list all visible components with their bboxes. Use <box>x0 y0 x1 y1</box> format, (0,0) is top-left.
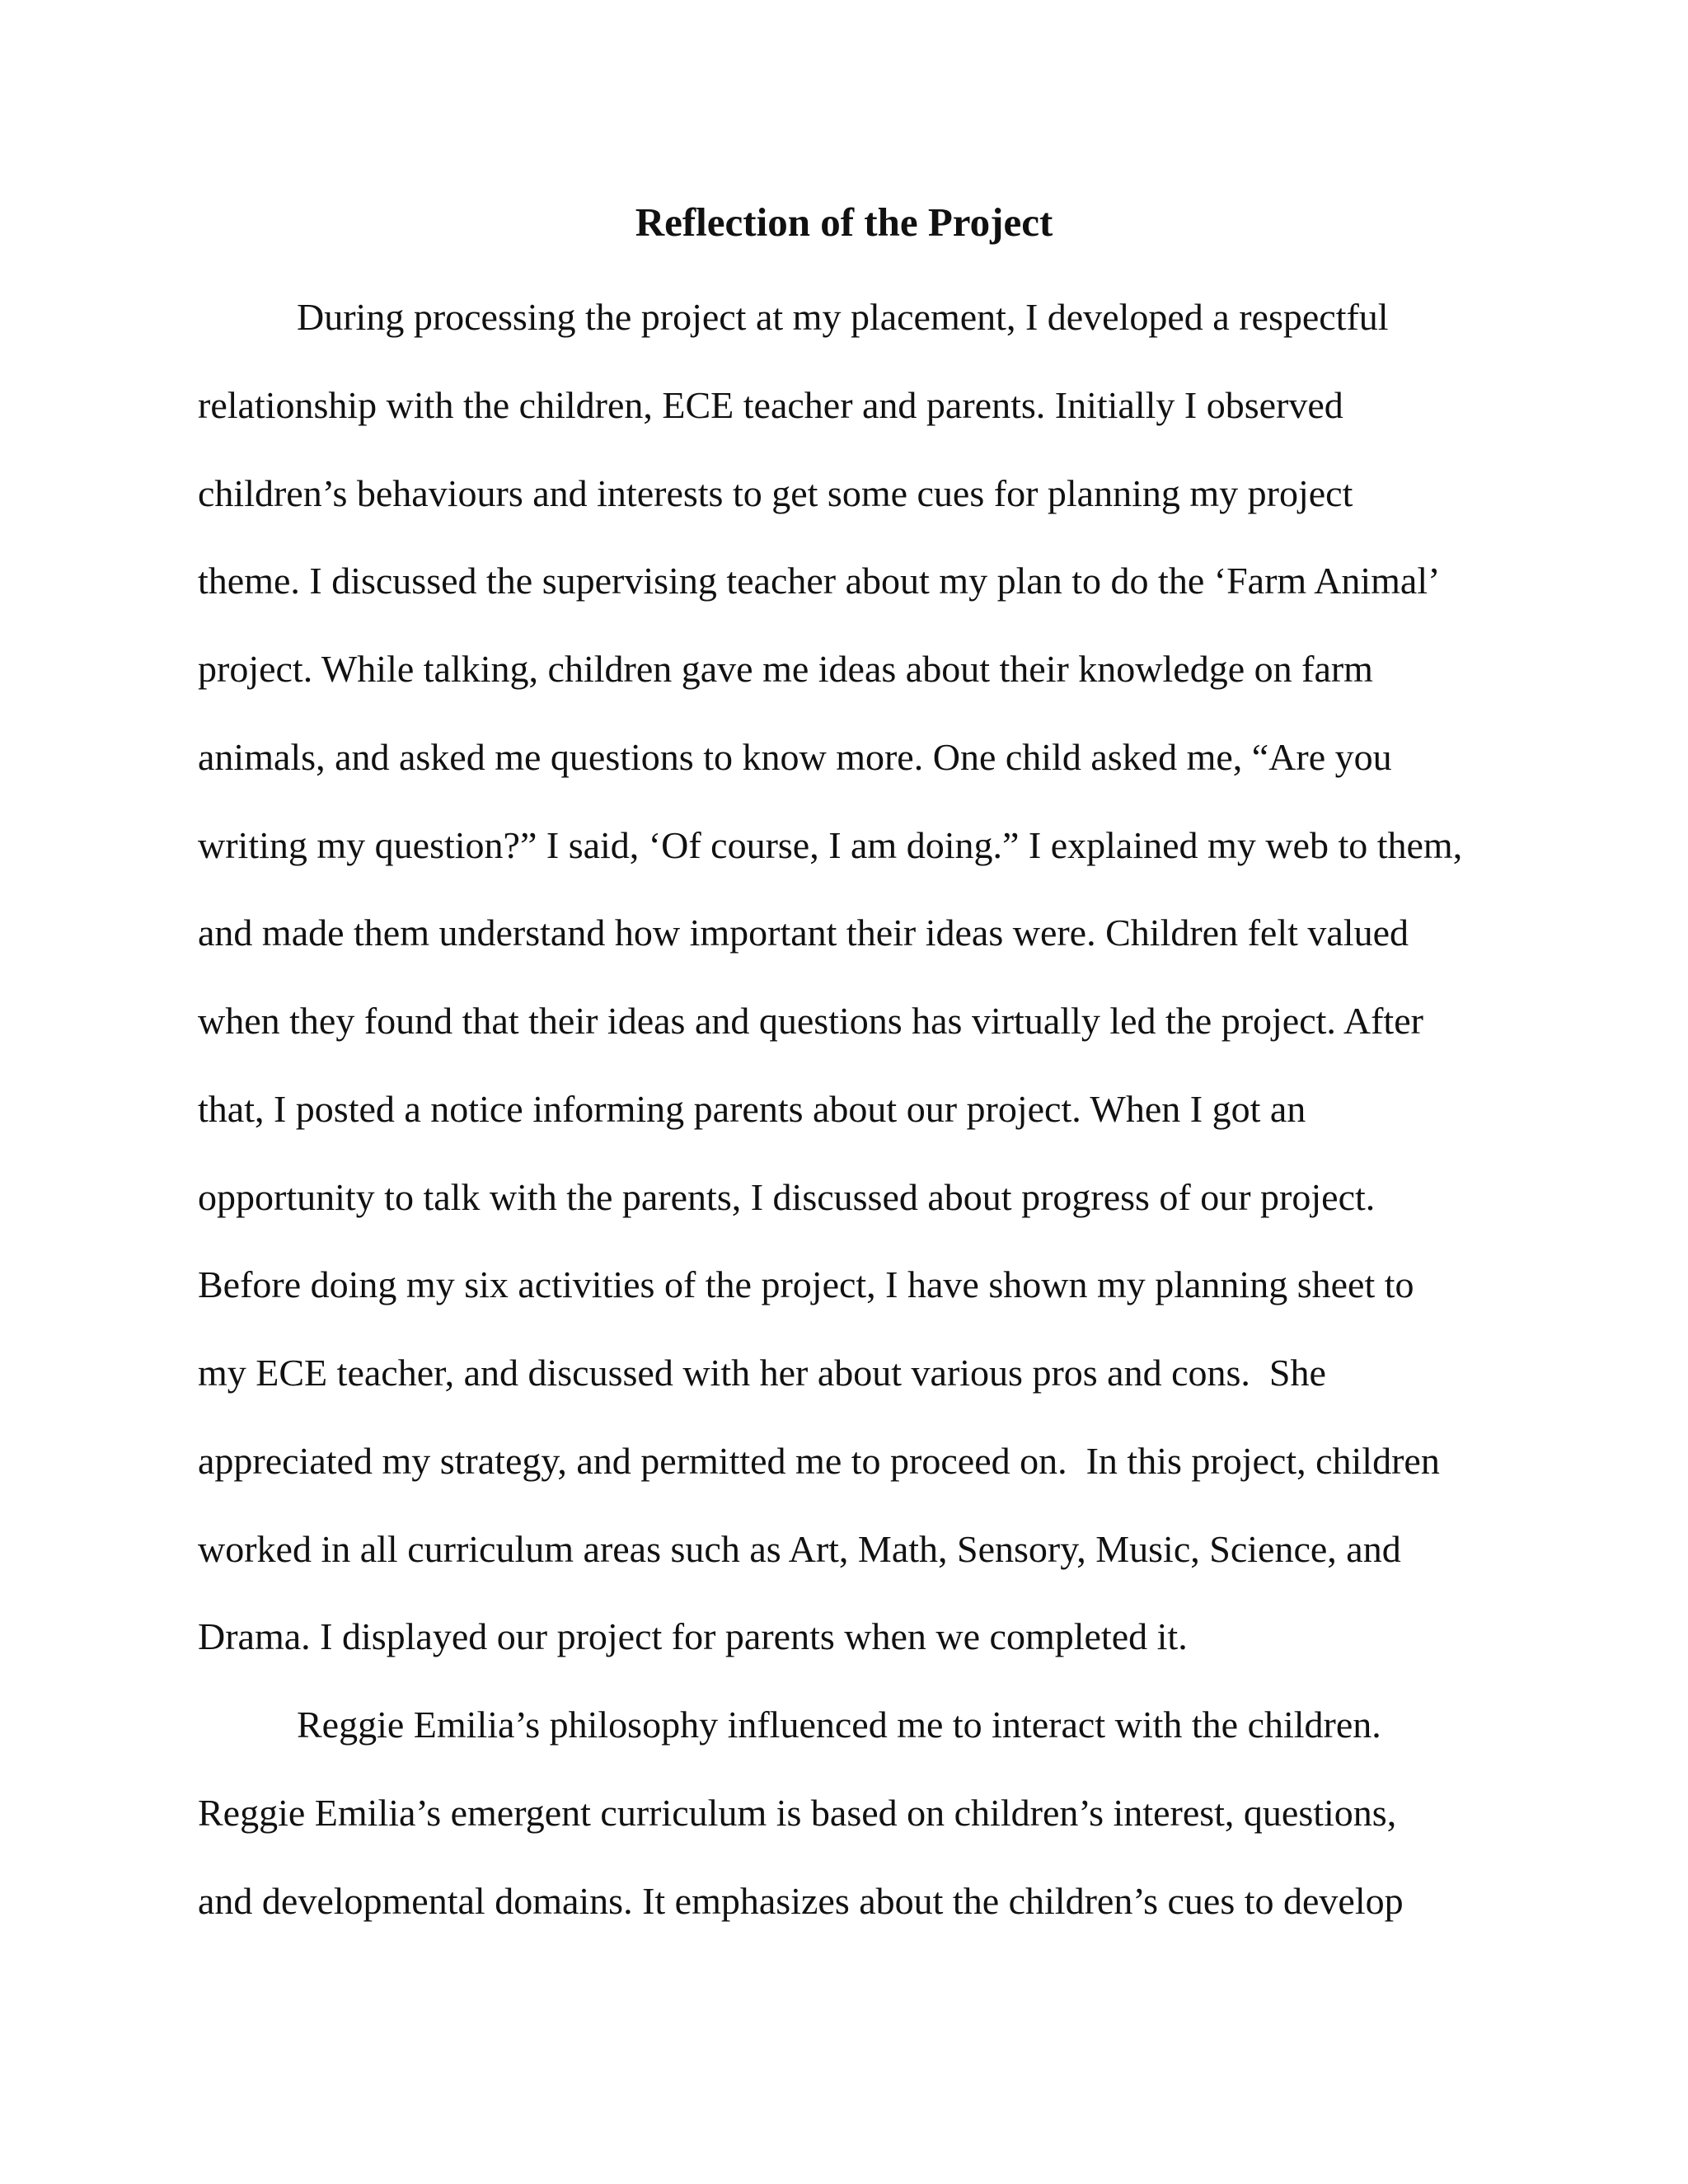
paragraph-1-line-12: Before doing my six activities of the project, I have shown my planning sheet to <box>198 1263 1414 1305</box>
paragraph-1-line-10: that, I posted a notice informing parents about our project. When I got an <box>198 1088 1306 1130</box>
paragraph-1-line-2: relationship with the children, ECE teacher and parents. Initially I observed <box>198 384 1343 426</box>
paragraph-1-line-14: appreciated my strategy, and permitted me to proceed on. In this project, children <box>198 1440 1440 1482</box>
paragraph-1-line-8: and made them understand how important their ideas were. Children felt valued <box>198 912 1409 954</box>
paragraph-2-line-3: and developmental domains. It emphasizes about the children’s cues to develop <box>198 1880 1404 1922</box>
paragraph-1-line-16: Drama. I displayed our project for parents when we completed it. <box>198 1615 1188 1657</box>
paragraph-1-line-11: opportunity to talk with the parents, I discussed about progress of our project. <box>198 1176 1376 1218</box>
paragraph-1-line-5: project. While talking, children gave me ideas about their knowledge on farm <box>198 648 1373 690</box>
paragraph-1-line-1: During processing the project at my placement, I developed a respectful <box>297 296 1389 338</box>
paragraph-1-line-3: children’s behaviours and interests to get some cues for planning my project <box>198 472 1353 514</box>
paragraph-2-line-2: Reggie Emilia’s emergent curriculum is based on children’s interest, questions, <box>198 1792 1397 1834</box>
paragraph-1-line-9: when they found that their ideas and questions has virtually led the project. After <box>198 1000 1423 1042</box>
paragraph-1-line-13: my ECE teacher, and discussed with her about various pros and cons. She <box>198 1352 1326 1394</box>
paragraph-1-line-15: worked in all curriculum areas such as Art, Math, Sensory, Music, Science, and <box>198 1528 1401 1570</box>
page-title: Reflection of the Project <box>635 199 1053 245</box>
paragraph-1-line-4: theme. I discussed the supervising teacher about my plan to do the ‘Farm Animal’ <box>198 560 1441 602</box>
paragraph-1-line-7: writing my question?” I said, ‘Of course, I am doing.” I explained my web to them, <box>198 824 1463 866</box>
paragraph-2-line-1: Reggie Emilia’s philosophy influenced me to interact with the children. <box>297 1704 1381 1746</box>
paragraph-1-line-6: animals, and asked me questions to know more. One child asked me, “Are you <box>198 736 1392 778</box>
